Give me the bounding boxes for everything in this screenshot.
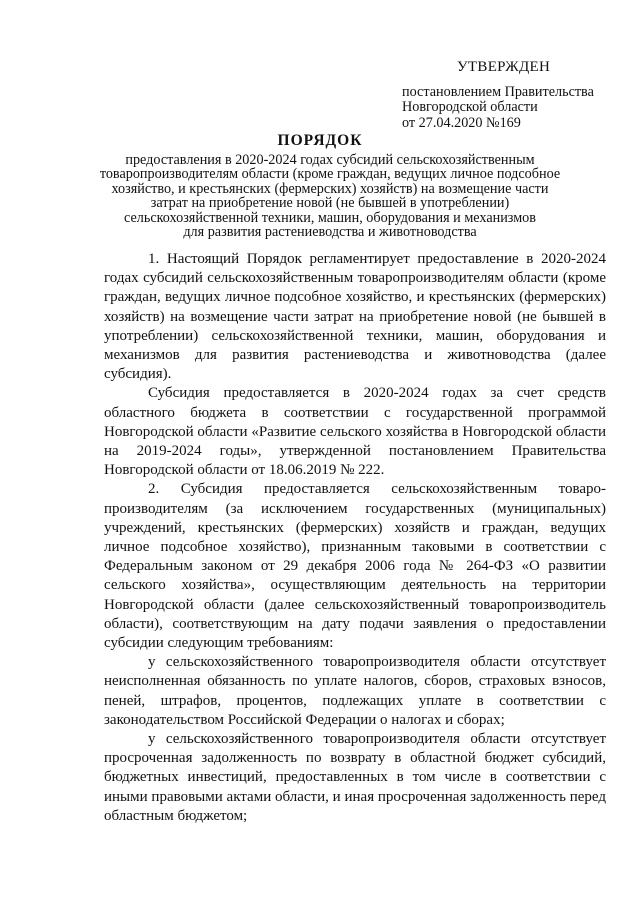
approval-line: от 27.04.2020 №169 [402, 114, 521, 131]
approval-heading: УТВЕРЖДЕН [457, 59, 551, 75]
subtitle-line: сельскохозяйственной техники, машин, оборудования и механизмов [124, 209, 536, 226]
subtitle-line: хозяйство, и крестьянских (фермерских) хозяйств) на возмещение части [111, 180, 549, 197]
document-body [104, 250, 606, 826]
subtitle-line: затрат на приобретение новой (не бывшей в употреблении) [150, 195, 510, 212]
subtitle-line: товаропроизводителям области (кроме граждан, ведущих личное подсобное [99, 166, 561, 183]
subtitle-line: для развития растениеводства и животноводства [183, 224, 477, 241]
paragraph-3: 2. Субсидия предоставляется сельскохозяйственным товаро-производителям (за исключением государственных (муниципальных) учреждений, крестьянских (фермерских) хозяйств и граждан, ведущих личное подсобное хозяйство), признанным таковыми в соответствии с Федеральным законом от 29 декабря 2006 года № 264-ФЗ «О развитии сельского хозяйства», осуществляющим деятельность на территории Новгородской области (далее сельскохозяйственный товаропроизводитель области), соответствующим на дату подачи заявления о предоставлении субсидии следующим требованиям: [104, 481, 606, 652]
document-subtitle [90, 153, 570, 239]
approval-stamp [402, 60, 632, 131]
paragraph-5: у сельскохозяйственного товаропроизводителя области отсутствует просроченная задолженность по возврату в областной бюджет субсидий, бюджетных инвестиций, предоставленных в том числе в соответствии с иными правовыми актами области, и иная просроченная задолженность перед областным бюджетом; [104, 731, 606, 824]
paragraph-2: Субсидия предоставляется в 2020-2024 годах за счет средств областного бюджета в соответствии с государственной программой Новгородской области «Развитие сельского хозяйства в Новгородской области на 2019-2024 годы», утвержденной постановлением Правительства Новгородской области от 18.06.2019 № 222. [104, 385, 606, 479]
paragraph-4: у сельскохозяйственного товаропроизводителя области отсутствует неисполненная обязанность по уплате налогов, сборов, страховых взносов, пеней, штрафов, процентов, подлежащих уплате в соответствии с законодательством Российской Федерации о налогах и сборах; [104, 654, 606, 728]
subtitle-line: предоставления в 2020-2024 годах субсидий сельскохозяйственным [125, 152, 535, 168]
approval-line: постановлением Правительства [402, 83, 594, 100]
document-title: ПОРЯДОК [277, 132, 363, 149]
approval-line: Новгородской области [402, 99, 538, 115]
paragraph-1: 1. Настоящий Порядок регламентирует предоставление в 2020-2024 годах субсидий сельскохозяйственным товаропроизводителям области (кроме граждан, ведущих личное подсобное хозяйство, и крестьянских (фермерских) хозяйств) на возмещение части затрат на приобретение новой (не бывшей в употреблении) сельскохозяйственной техники, машин, оборудования и механизмов для развития растениеводства и животноводства (далее субсидия). [104, 251, 606, 383]
